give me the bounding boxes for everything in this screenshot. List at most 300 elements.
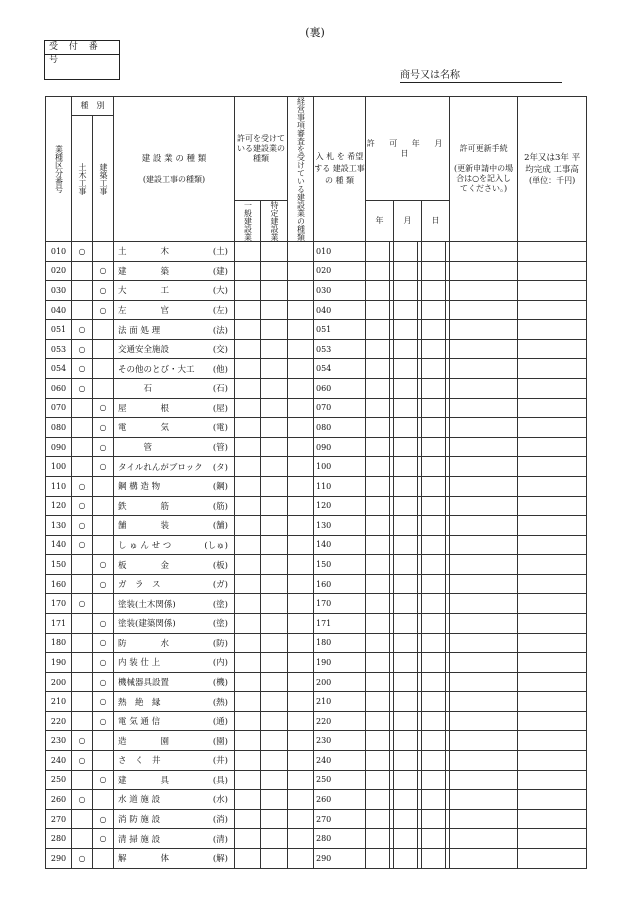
permit-year-cell[interactable] <box>366 613 390 633</box>
permit-year-cell[interactable] <box>366 281 390 301</box>
audit-cell[interactable] <box>288 437 314 457</box>
renewal-cell[interactable] <box>450 555 518 575</box>
specific-license-cell[interactable] <box>261 476 288 496</box>
permit-year-cell[interactable] <box>366 496 390 516</box>
permit-year-cell[interactable] <box>366 379 390 399</box>
permit-year-cell[interactable] <box>366 653 390 673</box>
permit-month-cell[interactable] <box>394 516 418 536</box>
average-sales-cell[interactable] <box>518 848 587 868</box>
general-license-cell[interactable] <box>235 613 261 633</box>
renewal-cell[interactable] <box>450 633 518 653</box>
industry-name: 板 金 <box>118 560 170 571</box>
bid-code[interactable]: 090 <box>314 437 366 457</box>
specific-license-cell[interactable] <box>261 848 288 868</box>
specific-license-cell[interactable] <box>261 418 288 438</box>
permit-year-cell[interactable] <box>366 437 390 457</box>
bid-code[interactable]: 150 <box>314 555 366 575</box>
permit-month-cell[interactable] <box>394 261 418 281</box>
general-license-cell[interactable] <box>235 770 261 790</box>
audit-cell[interactable] <box>288 574 314 594</box>
permit-month-cell[interactable] <box>394 731 418 751</box>
renewal-cell[interactable] <box>450 829 518 849</box>
specific-license-cell[interactable] <box>261 242 288 262</box>
general-license-cell[interactable] <box>235 242 261 262</box>
permit-month-cell[interactable] <box>394 437 418 457</box>
average-sales-cell[interactable] <box>518 320 587 340</box>
average-sales-cell[interactable] <box>518 672 587 692</box>
audit-cell[interactable] <box>288 594 314 614</box>
renewal-cell[interactable] <box>450 379 518 399</box>
bid-code[interactable]: 170 <box>314 594 366 614</box>
permit-month-cell[interactable] <box>394 242 418 262</box>
renewal-cell[interactable] <box>450 594 518 614</box>
industry-abbr: (石) <box>212 384 228 395</box>
renewal-cell[interactable] <box>450 809 518 829</box>
bid-code[interactable]: 260 <box>314 790 366 810</box>
bid-code[interactable]: 290 <box>314 848 366 868</box>
bid-code[interactable]: 053 <box>314 339 366 359</box>
specific-license-cell[interactable] <box>261 320 288 340</box>
average-sales-cell[interactable] <box>518 613 587 633</box>
permit-month-cell[interactable] <box>394 711 418 731</box>
permit-year-cell[interactable] <box>366 692 390 712</box>
permit-month-cell[interactable] <box>394 770 418 790</box>
permit-year-cell[interactable] <box>366 829 390 849</box>
audit-cell[interactable] <box>288 535 314 555</box>
permit-year-cell[interactable] <box>366 790 390 810</box>
bid-code[interactable]: 010 <box>314 242 366 262</box>
permit-day-cell[interactable] <box>422 339 446 359</box>
permit-month-cell[interactable] <box>394 692 418 712</box>
specific-license-cell[interactable] <box>261 633 288 653</box>
permit-year-cell[interactable] <box>366 261 390 281</box>
bid-code[interactable]: 180 <box>314 633 366 653</box>
permit-day-cell[interactable] <box>422 633 446 653</box>
permit-day-cell[interactable] <box>422 751 446 771</box>
general-license-cell[interactable] <box>235 457 261 477</box>
permit-month-cell[interactable] <box>394 613 418 633</box>
renewal-cell[interactable] <box>450 457 518 477</box>
renewal-cell[interactable] <box>450 790 518 810</box>
permit-day-cell[interactable] <box>422 516 446 536</box>
audit-cell[interactable] <box>288 653 314 673</box>
permit-month-cell[interactable] <box>394 418 418 438</box>
specific-license-cell[interactable] <box>261 555 288 575</box>
general-license-cell[interactable] <box>235 261 261 281</box>
average-sales-cell[interactable] <box>518 829 587 849</box>
average-sales-cell[interactable] <box>518 300 587 320</box>
bid-code[interactable]: 130 <box>314 516 366 536</box>
renewal-cell[interactable] <box>450 535 518 555</box>
audit-cell[interactable] <box>288 633 314 653</box>
permit-month-cell[interactable] <box>394 848 418 868</box>
permit-year-cell[interactable] <box>366 751 390 771</box>
audit-cell[interactable] <box>288 339 314 359</box>
permit-year-cell[interactable] <box>366 672 390 692</box>
average-sales-cell[interactable] <box>518 790 587 810</box>
permit-year-cell[interactable] <box>366 731 390 751</box>
bid-code[interactable]: 270 <box>314 809 366 829</box>
average-sales-cell[interactable] <box>518 809 587 829</box>
specific-license-cell[interactable] <box>261 359 288 379</box>
general-license-cell[interactable] <box>235 731 261 751</box>
permit-month-cell[interactable] <box>394 300 418 320</box>
specific-license-cell[interactable] <box>261 672 288 692</box>
permit-year-cell[interactable] <box>366 339 390 359</box>
permit-year-cell[interactable] <box>366 848 390 868</box>
renewal-cell[interactable] <box>450 692 518 712</box>
permit-year-cell[interactable] <box>366 809 390 829</box>
general-license-cell[interactable] <box>235 653 261 673</box>
audit-cell[interactable] <box>288 300 314 320</box>
bid-code[interactable]: 054 <box>314 359 366 379</box>
audit-cell[interactable] <box>288 281 314 301</box>
renewal-cell[interactable] <box>450 242 518 262</box>
specific-license-cell[interactable] <box>261 516 288 536</box>
permit-day-cell[interactable] <box>422 418 446 438</box>
audit-cell[interactable] <box>288 809 314 829</box>
permit-day-cell[interactable] <box>422 398 446 418</box>
general-license-cell[interactable] <box>235 848 261 868</box>
permit-month-cell[interactable] <box>394 751 418 771</box>
building-mark: ○ <box>93 613 114 633</box>
specific-license-cell[interactable] <box>261 261 288 281</box>
bid-code[interactable]: 171 <box>314 613 366 633</box>
average-sales-cell[interactable] <box>518 516 587 536</box>
general-license-cell[interactable] <box>235 398 261 418</box>
bid-code[interactable]: 200 <box>314 672 366 692</box>
average-sales-cell[interactable] <box>518 261 587 281</box>
average-sales-cell[interactable] <box>518 398 587 418</box>
permit-month-cell[interactable] <box>394 476 418 496</box>
general-license-cell[interactable] <box>235 809 261 829</box>
audit-cell[interactable] <box>288 731 314 751</box>
audit-cell[interactable] <box>288 613 314 633</box>
general-license-cell[interactable] <box>235 790 261 810</box>
average-sales-cell[interactable] <box>518 574 587 594</box>
specific-license-cell[interactable] <box>261 437 288 457</box>
bid-code[interactable]: 030 <box>314 281 366 301</box>
specific-license-cell[interactable] <box>261 457 288 477</box>
renewal-cell[interactable] <box>450 281 518 301</box>
specific-license-cell[interactable] <box>261 692 288 712</box>
specific-license-cell[interactable] <box>261 594 288 614</box>
specific-license-cell[interactable] <box>261 281 288 301</box>
average-sales-cell[interactable] <box>518 339 587 359</box>
permit-day-cell[interactable] <box>422 809 446 829</box>
audit-cell[interactable] <box>288 398 314 418</box>
general-license-cell[interactable] <box>235 281 261 301</box>
average-sales-cell[interactable] <box>518 653 587 673</box>
average-sales-cell[interactable] <box>518 476 587 496</box>
renewal-cell[interactable] <box>450 339 518 359</box>
general-license-cell[interactable] <box>235 339 261 359</box>
general-license-cell[interactable] <box>235 320 261 340</box>
renewal-cell[interactable] <box>450 770 518 790</box>
renewal-cell[interactable] <box>450 320 518 340</box>
permit-day-cell[interactable] <box>422 692 446 712</box>
audit-cell[interactable] <box>288 516 314 536</box>
audit-cell[interactable] <box>288 379 314 399</box>
permit-day-cell[interactable] <box>422 711 446 731</box>
permit-month-cell[interactable] <box>394 574 418 594</box>
permit-year-cell[interactable] <box>366 633 390 653</box>
permit-year-cell[interactable] <box>366 476 390 496</box>
general-license-cell[interactable] <box>235 574 261 594</box>
general-license-cell[interactable] <box>235 555 261 575</box>
general-license-cell[interactable] <box>235 300 261 320</box>
specific-license-cell[interactable] <box>261 574 288 594</box>
audit-cell[interactable] <box>288 829 314 849</box>
specific-license-cell[interactable] <box>261 535 288 555</box>
renewal-cell[interactable] <box>450 516 518 536</box>
header-renewal-title: 許可更新手続 <box>459 144 508 153</box>
audit-cell[interactable] <box>288 242 314 262</box>
renewal-cell[interactable] <box>450 359 518 379</box>
permit-month-cell[interactable] <box>394 594 418 614</box>
permit-month-cell[interactable] <box>394 633 418 653</box>
audit-cell[interactable] <box>288 261 314 281</box>
bid-code[interactable]: 160 <box>314 574 366 594</box>
bid-code[interactable]: 140 <box>314 535 366 555</box>
average-sales-cell[interactable] <box>518 711 587 731</box>
permit-day-cell[interactable] <box>422 359 446 379</box>
permit-day-cell[interactable] <box>422 848 446 868</box>
permit-year-cell[interactable] <box>366 574 390 594</box>
specific-license-cell[interactable] <box>261 731 288 751</box>
audit-cell[interactable] <box>288 672 314 692</box>
average-sales-cell[interactable] <box>518 437 587 457</box>
general-license-cell[interactable] <box>235 594 261 614</box>
renewal-cell[interactable] <box>450 711 518 731</box>
specific-license-cell[interactable] <box>261 398 288 418</box>
permit-month-cell[interactable] <box>394 809 418 829</box>
specific-license-cell[interactable] <box>261 751 288 771</box>
bid-code[interactable]: 100 <box>314 457 366 477</box>
permit-day-cell[interactable] <box>422 261 446 281</box>
specific-license-cell[interactable] <box>261 496 288 516</box>
building-mark: ○ <box>93 653 114 673</box>
permit-month-cell[interactable] <box>394 555 418 575</box>
average-sales-cell[interactable] <box>518 457 587 477</box>
industry-name-cell <box>114 574 235 594</box>
average-sales-cell[interactable] <box>518 379 587 399</box>
audit-cell[interactable] <box>288 751 314 771</box>
permit-day-cell[interactable] <box>422 379 446 399</box>
permit-year-cell[interactable] <box>366 242 390 262</box>
general-license-cell[interactable] <box>235 692 261 712</box>
renewal-cell[interactable] <box>450 437 518 457</box>
specific-license-cell[interactable] <box>261 770 288 790</box>
permit-month-cell[interactable] <box>394 790 418 810</box>
general-license-cell[interactable] <box>235 829 261 849</box>
general-license-cell[interactable] <box>235 711 261 731</box>
renewal-cell[interactable] <box>450 672 518 692</box>
general-license-cell[interactable] <box>235 437 261 457</box>
general-license-cell[interactable] <box>235 379 261 399</box>
audit-cell[interactable] <box>288 711 314 731</box>
specific-license-cell[interactable] <box>261 653 288 673</box>
audit-cell[interactable] <box>288 359 314 379</box>
audit-cell[interactable] <box>288 790 314 810</box>
permit-day-cell[interactable] <box>422 672 446 692</box>
specific-license-cell[interactable] <box>261 790 288 810</box>
permit-day-cell[interactable] <box>422 476 446 496</box>
permit-month-cell[interactable] <box>394 359 418 379</box>
permit-month-cell[interactable] <box>394 653 418 673</box>
permit-year-cell[interactable] <box>366 300 390 320</box>
permit-day-cell[interactable] <box>422 281 446 301</box>
bid-code[interactable]: 250 <box>314 770 366 790</box>
company-name-field[interactable] <box>400 70 562 83</box>
building-mark <box>93 535 114 555</box>
audit-cell[interactable] <box>288 692 314 712</box>
permit-day-cell[interactable] <box>422 242 446 262</box>
audit-cell[interactable] <box>288 476 314 496</box>
building-mark: ○ <box>93 300 114 320</box>
bid-code[interactable]: 120 <box>314 496 366 516</box>
audit-cell[interactable] <box>288 496 314 516</box>
general-license-cell[interactable] <box>235 359 261 379</box>
bid-code[interactable]: 240 <box>314 751 366 771</box>
general-license-cell[interactable] <box>235 418 261 438</box>
permit-day-cell[interactable] <box>422 790 446 810</box>
average-sales-cell[interactable] <box>518 731 587 751</box>
renewal-cell[interactable] <box>450 613 518 633</box>
permit-year-cell[interactable] <box>366 320 390 340</box>
average-sales-cell[interactable] <box>518 242 587 262</box>
bid-code[interactable]: 051 <box>314 320 366 340</box>
specific-license-cell[interactable] <box>261 809 288 829</box>
bid-code[interactable]: 110 <box>314 476 366 496</box>
specific-license-cell[interactable] <box>261 379 288 399</box>
bid-code[interactable]: 210 <box>314 692 366 712</box>
permit-month-cell[interactable] <box>394 829 418 849</box>
permit-day-cell[interactable] <box>422 613 446 633</box>
specific-license-cell[interactable] <box>261 829 288 849</box>
industry-name-cell <box>114 359 235 379</box>
general-license-cell[interactable] <box>235 516 261 536</box>
renewal-cell[interactable] <box>450 653 518 673</box>
renewal-cell[interactable] <box>450 261 518 281</box>
average-sales-cell[interactable] <box>518 359 587 379</box>
permit-year-cell[interactable] <box>366 398 390 418</box>
permit-day-cell[interactable] <box>422 457 446 477</box>
permit-year-cell[interactable] <box>366 418 390 438</box>
permit-year-cell[interactable] <box>366 535 390 555</box>
specific-license-cell[interactable] <box>261 339 288 359</box>
audit-cell[interactable] <box>288 848 314 868</box>
kind-code: 280 <box>46 829 72 849</box>
industry-abbr: (熱) <box>212 697 228 708</box>
audit-cell[interactable] <box>288 555 314 575</box>
general-license-cell[interactable] <box>235 672 261 692</box>
general-license-cell[interactable] <box>235 535 261 555</box>
average-sales-cell[interactable] <box>518 770 587 790</box>
renewal-cell[interactable] <box>450 751 518 771</box>
renewal-cell[interactable] <box>450 848 518 868</box>
permit-day-cell[interactable] <box>422 300 446 320</box>
permit-day-cell[interactable] <box>422 496 446 516</box>
permit-year-cell[interactable] <box>366 711 390 731</box>
bid-code[interactable]: 230 <box>314 731 366 751</box>
average-sales-cell[interactable] <box>518 751 587 771</box>
permit-day-cell[interactable] <box>422 574 446 594</box>
average-sales-cell[interactable] <box>518 281 587 301</box>
renewal-cell[interactable] <box>450 476 518 496</box>
average-sales-cell[interactable] <box>518 692 587 712</box>
specific-license-cell[interactable] <box>261 711 288 731</box>
renewal-cell[interactable] <box>450 496 518 516</box>
permit-day-cell[interactable] <box>422 731 446 751</box>
permit-year-cell[interactable] <box>366 594 390 614</box>
average-sales-cell[interactable] <box>518 496 587 516</box>
permit-month-cell[interactable] <box>394 281 418 301</box>
average-sales-cell[interactable] <box>518 633 587 653</box>
general-license-cell[interactable] <box>235 633 261 653</box>
permit-month-cell[interactable] <box>394 339 418 359</box>
permit-year-cell[interactable] <box>366 770 390 790</box>
renewal-cell[interactable] <box>450 300 518 320</box>
bid-code[interactable]: 020 <box>314 261 366 281</box>
permit-month-cell[interactable] <box>394 457 418 477</box>
permit-month-cell[interactable] <box>394 398 418 418</box>
renewal-cell[interactable] <box>450 731 518 751</box>
permit-year-cell[interactable] <box>366 457 390 477</box>
average-sales-cell[interactable] <box>518 555 587 575</box>
permit-month-cell[interactable] <box>394 672 418 692</box>
audit-cell[interactable] <box>288 457 314 477</box>
permit-day-cell[interactable] <box>422 555 446 575</box>
permit-year-cell[interactable] <box>366 359 390 379</box>
bid-code[interactable]: 070 <box>314 398 366 418</box>
specific-license-cell[interactable] <box>261 300 288 320</box>
permit-month-cell[interactable] <box>394 496 418 516</box>
renewal-cell[interactable] <box>450 398 518 418</box>
permit-month-cell[interactable] <box>394 535 418 555</box>
renewal-cell[interactable] <box>450 418 518 438</box>
general-license-cell[interactable] <box>235 476 261 496</box>
average-sales-cell[interactable] <box>518 594 587 614</box>
permit-month-cell[interactable] <box>394 320 418 340</box>
audit-cell[interactable] <box>288 770 314 790</box>
audit-cell[interactable] <box>288 320 314 340</box>
general-license-cell[interactable] <box>235 751 261 771</box>
bid-code[interactable]: 190 <box>314 653 366 673</box>
permit-day-cell[interactable] <box>422 437 446 457</box>
renewal-cell[interactable] <box>450 574 518 594</box>
permit-day-cell[interactable] <box>422 653 446 673</box>
bid-code[interactable]: 280 <box>314 829 366 849</box>
permit-day-cell[interactable] <box>422 829 446 849</box>
general-license-cell[interactable] <box>235 496 261 516</box>
permit-day-cell[interactable] <box>422 594 446 614</box>
permit-day-cell[interactable] <box>422 535 446 555</box>
bid-code[interactable]: 060 <box>314 379 366 399</box>
permit-day-cell[interactable] <box>422 320 446 340</box>
specific-license-cell[interactable] <box>261 613 288 633</box>
permit-year-cell[interactable] <box>366 555 390 575</box>
average-sales-cell[interactable] <box>518 535 587 555</box>
bid-code[interactable]: 040 <box>314 300 366 320</box>
permit-year-cell[interactable] <box>366 516 390 536</box>
bid-code[interactable]: 080 <box>314 418 366 438</box>
permit-day-cell[interactable] <box>422 770 446 790</box>
bid-code[interactable]: 220 <box>314 711 366 731</box>
audit-cell[interactable] <box>288 418 314 438</box>
permit-month-cell[interactable] <box>394 379 418 399</box>
average-sales-cell[interactable] <box>518 418 587 438</box>
